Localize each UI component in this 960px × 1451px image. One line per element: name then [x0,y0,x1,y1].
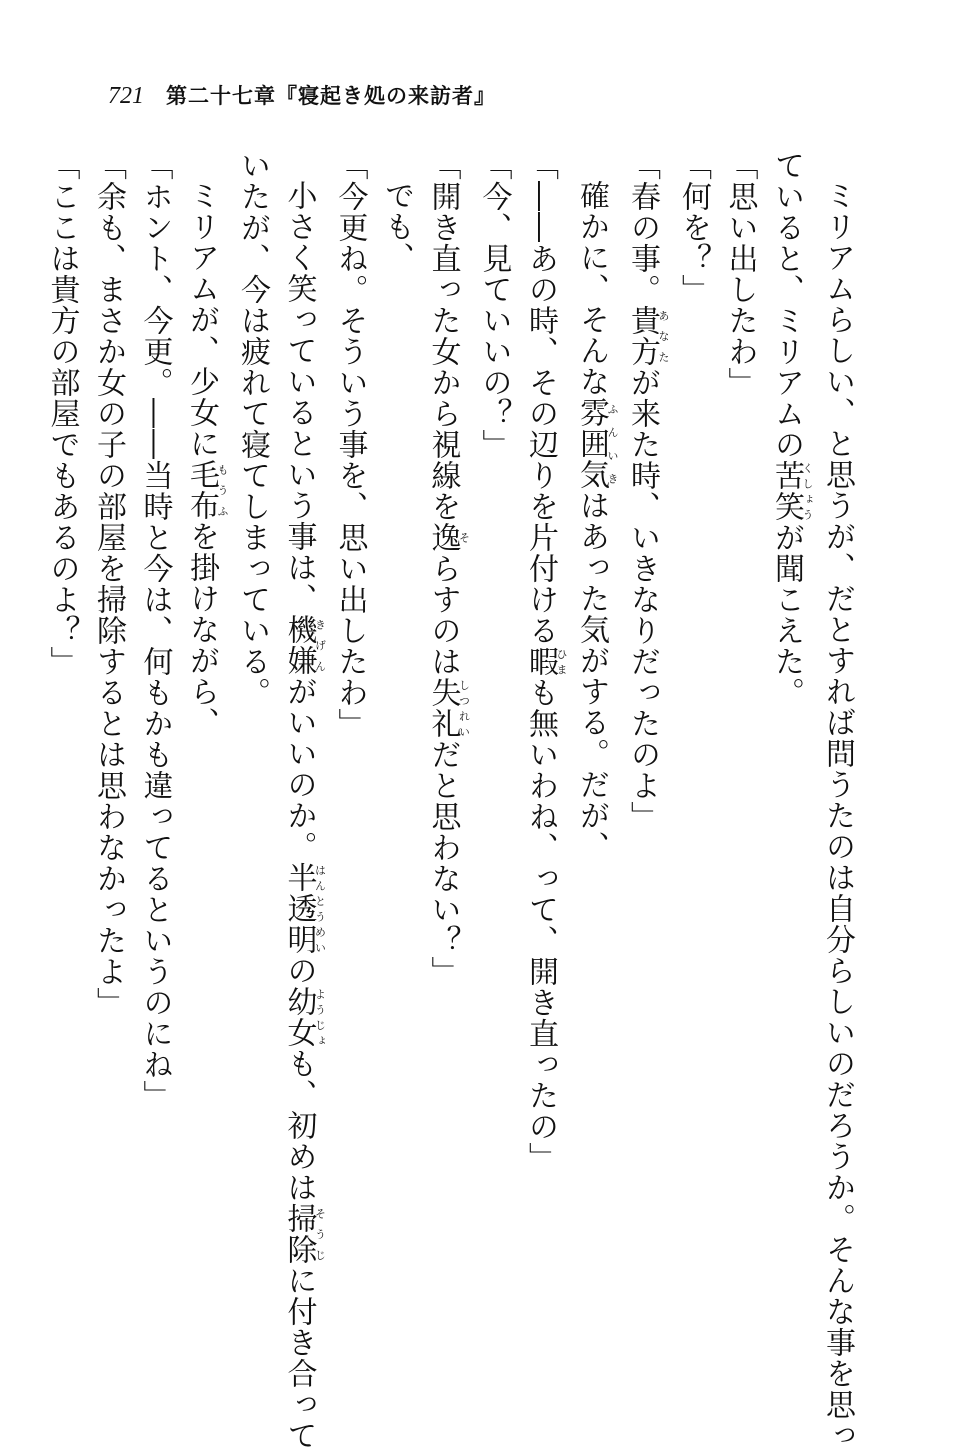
text-run: に付き合って [281,1265,317,1451]
text-run: 「余も、まさか女の子の部屋を掃除するとは思わなかったよ」 [91,150,126,1018]
text-run: 「今更ね。そういう事を、思い出したわ」 [332,150,368,739]
text-run: 「何を？」 [676,150,711,305]
text-line [275,150,327,1451]
text-line [131,150,178,1300]
text-line [619,150,670,1300]
furigana: しつれい [457,677,471,739]
ruby-base: 幼女 [281,986,317,1048]
text-line [670,150,717,1300]
text-line [85,150,132,1300]
text-run: が聞こえた。 [769,522,804,708]
furigana: きげん [313,614,327,676]
ruby-annotated-word [769,460,814,522]
text-run: の [281,955,317,986]
ruby-base: 半透明 [281,862,317,955]
furigana: ふんいき [606,397,619,490]
furigana: くしょう [801,460,814,522]
ruby-annotated-word [425,677,471,739]
text-run: 「思い出したわ」 [722,150,758,398]
text-run: が来た時、いきなりだったのよ」 [625,367,660,832]
text-line [178,150,229,1300]
furigana: あなた [657,305,670,367]
text-line [326,150,373,1300]
ruby-base: 失礼 [425,677,461,739]
ruby-annotated-word [523,646,568,677]
text-line [814,150,861,1451]
page-number: 721 [108,83,144,109]
vertical-body-text [44,150,860,1451]
furigana: そうじ [313,1203,327,1265]
text-run: ていると、ミリアムの [769,150,804,460]
ruby-base: 雰囲気 [574,397,609,490]
furigana: そ [457,522,471,553]
text-run: 「ホント、今更。――当時と今は、何もかも違ってるというのにね」 [137,150,173,1111]
text-line [470,150,517,1300]
furigana: もうふ [216,459,229,521]
ruby-annotated-word [184,459,229,521]
ruby-base: 逸 [425,522,461,553]
text-line [763,150,814,1300]
text-run: がいいのか。 [281,676,317,862]
text-run: ミリアムらしい、と思うが、だとすれば問うたのは自分らしいのだろうか。そんな事を思っ [820,180,855,1451]
text-run: 確かに、そんな [574,180,609,397]
text-run: を掛けながら、 [184,521,219,738]
text-run: 「――あの時、その辺りを片付ける [523,150,558,646]
text-run: 小さく笑っているという事は、 [281,180,317,614]
text-run: も、初めは [281,1048,317,1203]
text-line [568,150,619,1300]
ruby-base: 苦笑 [769,460,804,522]
ruby-annotated-word [281,1203,327,1265]
chapter-title: 第二十七章『寝起き処の来訪者』 [166,83,496,108]
text-run: も無いわね、って、開き直ったの」 [523,677,558,1173]
text-run: 「春の事。 [625,150,660,305]
ruby-base: 毛布 [184,459,219,521]
ruby-base: 暇 [523,646,558,677]
running-header [108,80,496,112]
text-run: いたが、今は疲れて寝てしまっている。 [235,150,270,708]
ruby-annotated-word [281,986,327,1048]
ruby-annotated-word [625,305,670,367]
ruby-base: 掃除 [281,1203,317,1265]
ruby-annotated-word [281,614,327,676]
text-line [716,150,763,1300]
text-line [38,150,85,1300]
ruby-base: 貴方 [625,305,660,367]
text-line [373,150,420,1300]
text-run: 「ここは貴方の部屋でもあるのよ？」 [44,150,80,677]
text-run: でも、 [379,180,414,273]
text-run: はあった気がする。だが、 [574,490,609,862]
text-line [229,150,276,1300]
text-run: だと思わない？」 [425,739,461,987]
ruby-annotated-word [281,862,327,955]
text-run: 「開き直った女から視線を [425,150,461,522]
text-run: ミリアムが、少女に [184,180,219,459]
text-run: 「今、見ていいの？」 [476,150,512,460]
furigana: はんとうめい [313,862,327,955]
text-line [419,150,470,1300]
text-run: らすのは [425,553,461,677]
ruby-annotated-word [574,397,619,490]
furigana: ようじょ [313,986,327,1048]
ruby-base: 機嫌 [281,614,317,676]
text-line [517,150,568,1300]
furigana: ひま [555,646,568,677]
ruby-annotated-word [425,522,471,553]
